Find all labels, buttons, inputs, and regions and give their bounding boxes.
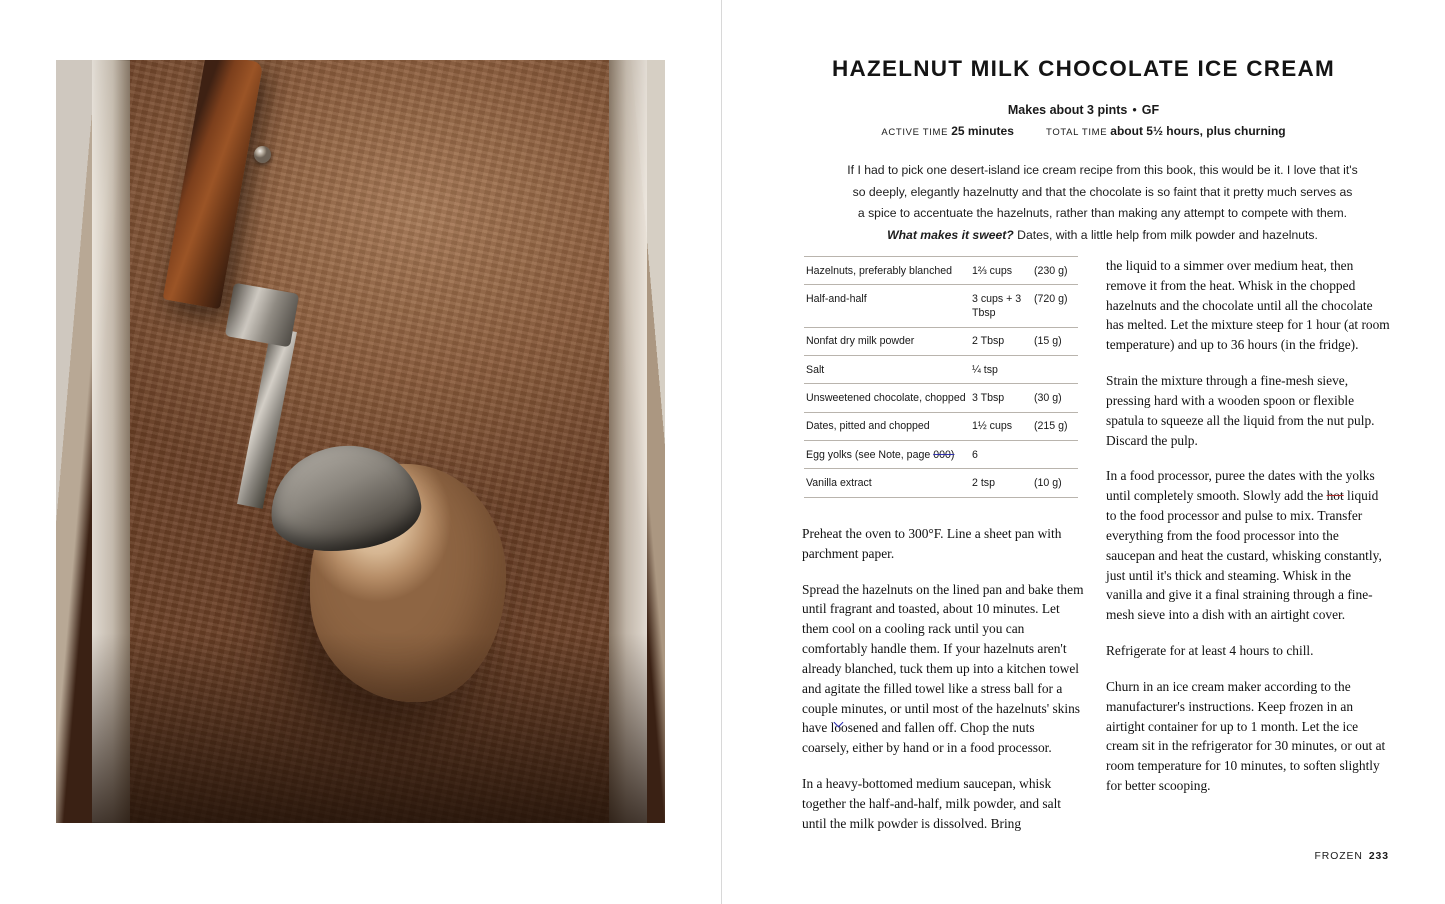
step-paragraph: Strain the mixture through a fine-mesh sieve, pressing hard with a wooden spoon or flexible spatula to squeeze all the liquid from the nut pulp. Discard the pulp.: [1106, 373, 1375, 448]
recipe-headnote: [830, 160, 1375, 247]
chapter-name: FROZEN: [1314, 851, 1363, 862]
struck-page-placeholder: 000): [933, 448, 955, 461]
ingredient-name: Unsweetened chocolate, chopped: [806, 391, 966, 404]
page-right: [722, 0, 1445, 904]
ingredient-name: Hazelnuts, preferably blanched: [806, 264, 953, 277]
what-makes-it-sweet-label: What makes it sweet?: [887, 228, 1014, 243]
ingredient-name: Half-and-half: [806, 292, 867, 305]
step-text-tail: liquid to the food processor and pulse to mix. Transfer everything from the food processor into the saucepan and heat the custard, whisking constantly, just until it's thick and steaming. Whisk in the vanilla and give it a final straining through a fine-mesh sieve into a dish with an airtight cover.: [1106, 488, 1382, 623]
recipe-title: HAZELNUT MILK CHOCOLATE ICE CREAM: [832, 56, 1335, 81]
step-paragraph: Preheat the oven to 300°F. Line a sheet pan with parchment paper.: [802, 526, 1062, 561]
table-row: [804, 257, 1078, 285]
diet-tag-badge: GF: [1141, 103, 1160, 117]
step-paragraph: Refrigerate for at least 4 hours to chill.: [1106, 643, 1314, 659]
struck-word-hot: hot: [1326, 488, 1344, 504]
table-row: [804, 412, 1078, 440]
step-text-lead: In a food processor, puree the dates with the yolks until completely smooth. Slowly add the: [1106, 468, 1375, 504]
ingredient-amount: 6: [972, 448, 978, 461]
ingredient-name: Nonfat dry milk powder: [806, 335, 915, 348]
ingredient-grams: (30 g): [1034, 391, 1062, 404]
recipe-yield-line: [722, 103, 1445, 117]
headnote-line-3: a spice to accentuate the hazelnuts, rather than making any attempt to compete with them.: [857, 206, 1348, 221]
step-paragraph-with-strikethrough: [1106, 466, 1390, 625]
instructions-column-right: [1106, 256, 1390, 796]
active-time-label: ACTIVE TIME: [881, 127, 949, 138]
yield-separator: •: [1132, 103, 1137, 117]
ingredient-name: Salt: [806, 363, 825, 376]
ingredient-amount: 2 Tbsp: [972, 335, 1005, 348]
egg-yolk-note-prefix: Egg yolks (see Note, page: [806, 448, 934, 461]
headnote-sweet-line: [830, 225, 1375, 247]
headnote-line-1: If I had to pick one desert-island ice cream recipe from this book, this would be it. I love that it's: [847, 163, 1358, 177]
ingredient-amount: ¼ tsp: [972, 363, 998, 376]
page-left: [0, 0, 722, 904]
active-time-value: 25 minutes: [951, 124, 1014, 138]
ingredient-grams: [1034, 356, 1078, 384]
scoop-handle-rivet: [254, 146, 271, 163]
ingredient-name: Vanilla extract: [806, 476, 872, 489]
table-row: [804, 441, 1078, 469]
step-text-tail: minutes, or until most of the hazelnuts' skins have loosened and fallen off. Chop the nuts coarsely, either by hand or in a food processor.: [802, 700, 1081, 756]
step-paragraph: Churn in an ice cream maker according to the manufacturer's instructions. Keep frozen in an airtight container for up to 1 month. Let the ice cream sit in the refrigerator for 30 minutes, or out at room temperature for 10 minutes, to soften slightly for better scooping.: [1106, 678, 1386, 794]
table-row: [804, 356, 1078, 384]
ingredient-name-egg-yolks: [804, 441, 972, 469]
total-time-label: TOTAL TIME: [1046, 127, 1108, 138]
ingredient-amount: 3 cups + 3 Tbsp: [972, 292, 1022, 320]
table-row: [804, 384, 1078, 412]
table-row: [804, 285, 1078, 328]
ingredient-grams: (215 g): [1034, 420, 1068, 433]
instructions-column-left: [802, 524, 1084, 834]
step-paragraph: the liquid to a simmer over medium heat, then remove it from the heat. Whisk in the chopped hazelnuts and the chocolate until all the chocolate has melted. Let the mixture steep for 1 hour (at room temperature) and up to 36 hours (in the fridge).: [1106, 258, 1390, 353]
photo-shadow-bottom: [92, 633, 647, 823]
ingredient-grams: [1034, 441, 1078, 469]
table-row: [804, 327, 1078, 355]
ice-cream-scoop-photo: [56, 60, 665, 823]
yield-text: Makes about 3 pints: [1007, 103, 1128, 117]
total-time-value: about 5½ hours, plus churning: [1110, 124, 1286, 138]
headnote-line-2: so deeply, elegantly hazelnutty and that the chocolate is so faint that it pretty much serves as: [852, 184, 1353, 199]
ingredient-amount: 1½ cups: [972, 420, 1013, 433]
ingredient-grams: (15 g): [1034, 335, 1062, 348]
ingredient-amount: 2 tsp: [972, 476, 995, 489]
ingredient-name: Dates, pitted and chopped: [806, 420, 930, 433]
ingredient-amount: 3 Tbsp: [972, 391, 1005, 404]
page-number: 233: [1368, 851, 1389, 862]
ingredient-grams: (10 g): [1034, 476, 1062, 489]
folio: [1315, 851, 1390, 862]
recipe-time-line: [722, 124, 1445, 138]
step-paragraph: In a heavy-bottomed medium saucepan, whisk together the half-and-half, milk powder, and salt until the milk powder is dissolved. Bring: [802, 776, 1062, 831]
ingredient-grams: (230 g): [1034, 264, 1068, 277]
table-row: [804, 469, 1078, 497]
step-paragraph-with-caret: [802, 580, 1084, 758]
ingredient-grams: (720 g): [1034, 292, 1068, 305]
step-text-lead: Spread the hazelnuts on the lined pan and bake them until fragrant and toasted, about 10 minutes. Let them cool on a cooling rack until you can comfortably handle them. If your hazelnuts aren't already blanched, tuck them up into a kitchen towel and agitate the filled towel like a stress ball for a couple: [802, 581, 1084, 716]
what-makes-it-sweet-text: Dates, with a little help from milk powder and hazelnuts.: [1013, 228, 1318, 243]
scoop-ferrule: [225, 283, 299, 348]
ingredient-amount: 1⅔ cups: [972, 264, 1013, 277]
ingredients-table: [804, 256, 1078, 498]
